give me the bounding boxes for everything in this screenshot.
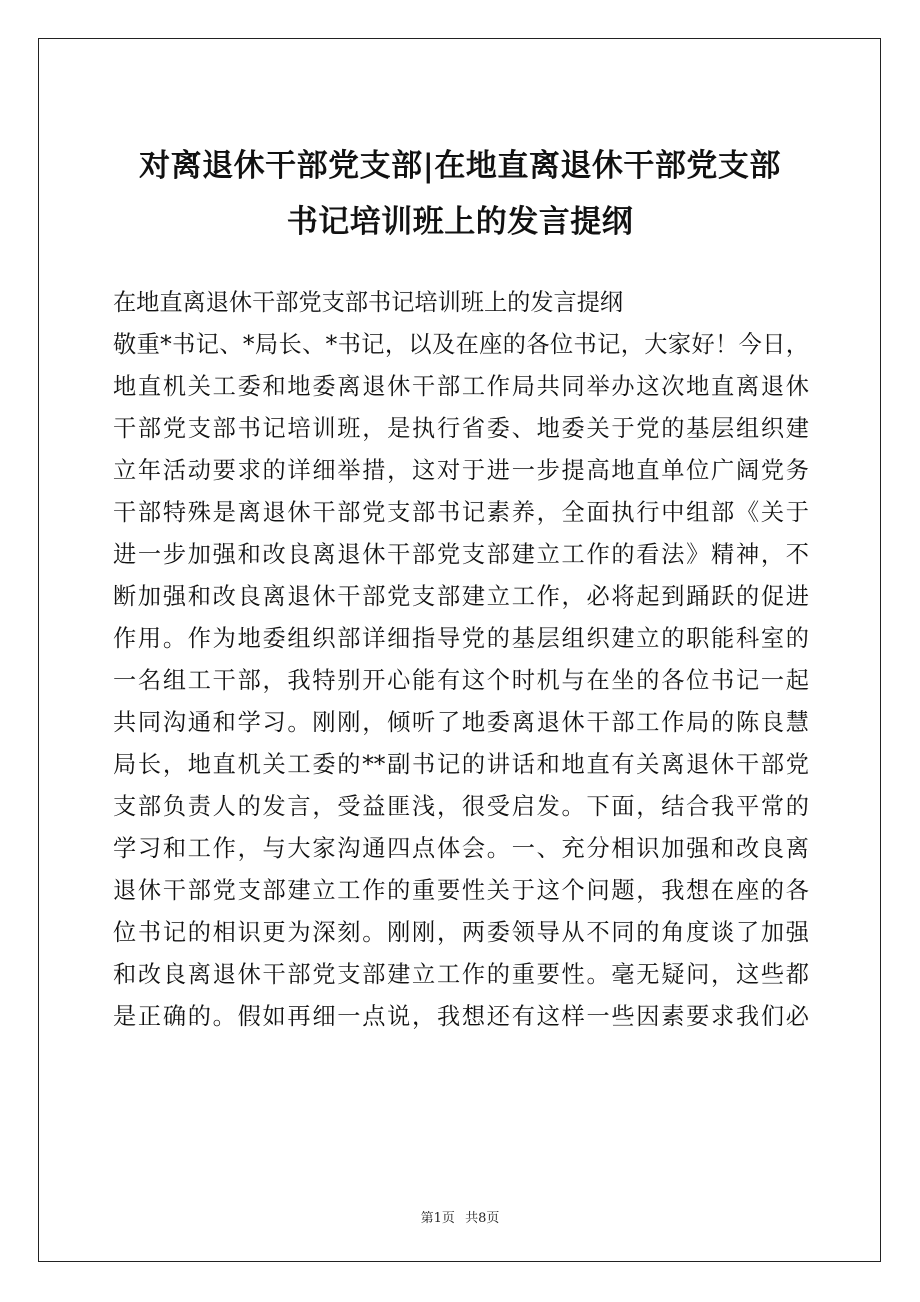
body-line: 退休干部党支部建立工作的重要性关于这个问题，我想在座的各 [113,877,809,904]
document-body [113,282,809,1038]
body-line: 作用。作为地委组织部详细指导党的基层组织建立的职能科室的 [113,625,809,652]
body-line: 共同沟通和学习。刚刚，倾听了地委离退休干部工作局的陈良慧 [113,709,809,736]
body-line: 干部特殊是离退休干部党支部书记素养，全面执行中组部《关于 [113,499,809,526]
page-footer [0,1207,920,1226]
body-line: 支部负责人的发言，受益匪浅，很受启发。下面，结合我平常的 [113,793,809,820]
title-line-1: 对离退休干部党支部|在地直离退休干部党支部 [139,148,781,184]
body-line: 一名组工干部，我特别开心能有这个时机与在坐的各位书记一起 [113,667,809,694]
body-line: 和改良离退休干部党支部建立工作的重要性。毫无疑问，这些都 [113,961,809,988]
page-total: 共8页 [465,1211,500,1226]
body-line: 立年活动要求的详细举措，这对于进一步提高地直单位广阔党务 [113,457,809,484]
body-line: 进一步加强和改良离退休干部党支部建立工作的看法》精神，不 [113,541,809,568]
body-line: 断加强和改良离退休干部党支部建立工作，必将起到踊跃的促进 [113,583,809,610]
page-number: 第1页 [420,1211,455,1226]
body-line: 干部党支部书记培训班，是执行省委、地委关于党的基层组织建 [113,415,809,442]
body-line: 是正确的。假如再细一点说，我想还有这样一些因素要求我们必 [113,1003,809,1030]
body-line: 地直机关工委和地委离退休干部工作局共同举办这次地直离退休 [113,373,809,400]
title-line-2: 书记培训班上的发言提纲 [286,204,634,240]
body-line: 局长，地直机关工委的**副书记的讲话和地直有关离退休干部党 [113,751,809,778]
body-line: 敬重*书记、*局长、*书记，以及在座的各位书记，大家好！今日， [113,331,809,358]
subtitle: 在地直离退休干部党支部书记培训班上的发言提纲 [113,289,624,316]
body-line: 位书记的相识更为深刻。刚刚，两委领导从不同的角度谈了加强 [113,919,809,946]
document-title [60,138,860,250]
body-line: 学习和工作，与大家沟通四点体会。一、充分相识加强和改良离 [113,835,809,862]
